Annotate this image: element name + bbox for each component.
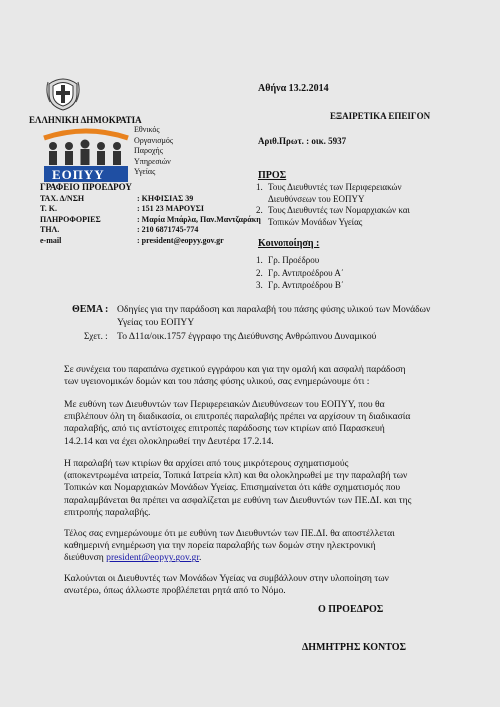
org-line: Υπηρεσιών <box>134 156 171 166</box>
contact-row <box>40 215 261 225</box>
coat-of-arms-icon <box>46 72 80 112</box>
body-paragraph-3: Η παραλαβή των κτιρίων θα αρχίσει από τους μικρότερους σχηματισμούς (αποκεντρωμένα ιατρεία, Τοπικά Ιατρεία κλπ) και θα ολοκληρωθεί με την παραλαβή των Τοπικών και Νομαρχιακών Μονάδων Υγείας. Επισημαίνεται ότι κάθε σχηματισμός που παραλαμβάνεται θα πρέπει να ασφαλίζεται με ευθύνη των Διευθυντών των ΠΕ.ΔΙ. και της επιτροπής παραλαβής. <box>64 458 412 518</box>
contact-value: : 210 6871745-774 <box>137 225 199 235</box>
contact-label: e-mail <box>40 235 62 245</box>
logo-text: ΕΟΠΥΥ <box>52 167 105 182</box>
protocol-number: Αριθ.Πρωτ. : οικ. 5937 <box>258 136 347 146</box>
email-link[interactable]: president@eopyy.gov.gr <box>106 552 200 564</box>
to-item-cont: Διευθύνσεων του ΕΟΠΥΥ <box>268 193 365 204</box>
subject-text: Οδηγίες για την παράδοση και παραλαβή του πάσης φύσης υλικού των Μονάδων Υγείας του ΕΟΠΥΥ <box>117 304 431 328</box>
body-paragraph-5: Καλούνται οι Διευθυντές των Μονάδων Υγείας να συμβάλλουν στην υλοποίηση των ανωτέρω, όπως άλλωστε προβλέπεται ρητά από το Νόμο. <box>64 573 389 597</box>
contact-value: : Μαρία Μπάρλα, Παν.Μαντζαράκη <box>137 214 261 224</box>
reference-label: Σχετ. : <box>84 331 108 341</box>
to-item: 1. Τους Διευθυντές των Περιφερειακών <box>256 182 402 192</box>
signature-name: ΔΗΜΗΤΡΗΣ ΚΟΝΤΟΣ <box>302 642 407 653</box>
org-line: Οργανισμός <box>134 135 174 145</box>
subject-label: ΘΕΜΑ : <box>72 304 109 315</box>
to-list <box>256 182 410 228</box>
body-paragraph-4: Τέλος σας ενημερώνουμε ότι με ευθύνη των Διευθυντών των ΠΕ.ΔΙ. θα αποστέλλεται καθημερινή ενημέρωση για την πορεία παραλαβής των δομών στην ηλεκτρονική διεύθυνση president@eopyy.gov.gr. <box>64 528 395 564</box>
republic-label: ΕΛΛΗΝΙΚΗ ΔΗΜΟΚΡΑΤΙΑ <box>29 115 142 125</box>
contact-row <box>40 225 261 235</box>
contact-value: : president@eopyy.gov.gr <box>137 235 224 245</box>
contact-value: : ΚΗΦΙΣΙΑΣ 39 <box>137 194 194 203</box>
contact-label: ΤΗΛ. <box>40 225 60 235</box>
org-line: Εθνικός <box>134 125 160 134</box>
contact-row <box>40 194 261 204</box>
org-line: Παροχής <box>134 146 163 155</box>
reference-text: Το Δ11α/οικ.1757 έγγραφο της Διεύθυνσης Ανθρώπινου Δυναμικού <box>117 331 377 342</box>
cc-heading: Κοινοποίηση : <box>258 238 320 249</box>
to-item-cont: Τοπικών Μονάδων Υγείας <box>268 216 363 227</box>
org-line: Υγείας <box>134 167 156 176</box>
to-item: 2. Τους Διευθυντές των Νομαρχιακών και <box>256 205 410 215</box>
contact-block <box>40 194 261 246</box>
contact-label: Τ. Κ. <box>40 204 57 214</box>
to-heading: ΠΡΟΣ <box>258 170 287 181</box>
cc-item: 1. Γρ. Προέδρου <box>256 255 320 265</box>
date: Αθήνα 13.2.2014 <box>258 83 329 94</box>
body-paragraph-1: Σε συνέχεια του παραπάνω σχετικού εγγράφου και για την ομαλή και ασφαλή παράδοση των υγειονομικών δομών και του πάσης φύσης υλικού, σας ενημερώνουμε ότι : <box>64 364 406 388</box>
contact-value: : 151 23 ΜΑΡΟΥΣΙ <box>137 204 205 214</box>
body-paragraph-2: Με ευθύνη των Διευθυντών των Περιφερειακών Διευθύνσεων του ΕΟΠΥΥ, που θα επιβλέπουν όλη τη διαδικασία, οι επιτροπές παραλαβής πρέπει να αρχίσουν τη διαδικασία παραλαβής, από τις αντίστοιχες επιτροπές παράδοσης των κτιρίων από Παρασκευή 14.2.14 και να έχει ολοκληρωθεί την Δευτέρα 17.2.14. <box>64 399 411 447</box>
cc-list <box>256 254 344 292</box>
cc-item: 3. Γρ. Αντιπροέδρου Β΄ <box>256 280 344 290</box>
signature-title: Ο ΠΡΟΕΔΡΟΣ <box>318 604 384 615</box>
contact-label: ΤΑΧ. Δ/ΝΣΗ <box>40 194 85 203</box>
urgent-label: ΕΞΑΙΡΕΤΙΚΑ ΕΠΕΙΓΟΝ <box>330 111 431 121</box>
office-label: ΓΡΑΦΕΙΟ ΠΡΟΕΔΡΟΥ <box>40 182 132 192</box>
org-name <box>134 125 173 178</box>
contact-row <box>40 204 261 214</box>
cc-item: 2. Γρ. Αντιπροέδρου Α΄ <box>256 267 344 278</box>
contact-row <box>40 236 261 246</box>
contact-label: ΠΛΗΡΟΦΟΡΙΕΣ <box>40 214 101 224</box>
